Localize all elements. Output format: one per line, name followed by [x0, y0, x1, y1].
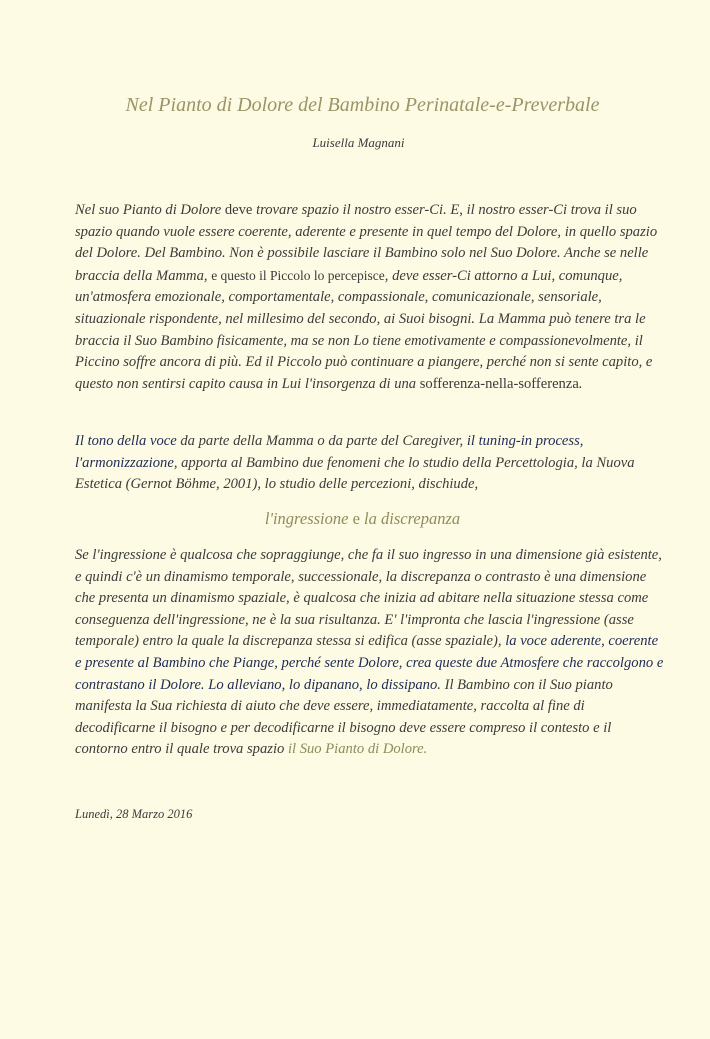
paragraph-3-text-d: il Suo Pianto di Dolore	[287, 741, 424, 758]
paragraph-2-text-a: Il tono della voce	[75, 433, 177, 449]
paragraph-1-text-a: Nel suo Pianto di Dolore	[75, 202, 225, 218]
subtitle-text-a: l'ingressione	[264, 509, 353, 528]
document-date: Lunedì, 28 Marzo 2016	[75, 807, 193, 821]
paragraph-1-text-d: e questo il Piccolo lo percepisce	[211, 267, 385, 283]
paragraph-1-text-f: sofferenza-nella-sofferenza	[419, 375, 579, 392]
paragraph-1-text-c: trovare spazio il nostro esser-Ci. E, il nostro esser-Ci trova il suo spazio quando vuole essere coerente, aderente e presente in quel tempo del Dolore, in quello spazio del Dolore. Del Bambino. Non è possibile lasciare il Bambino solo nel Suo Dolore. Anche se nelle braccia della Mamma,	[75, 202, 658, 284]
paragraph-1-text-e: , deve esser-Ci attorno a Lui, comunque, un'atmosfera emozionale, comportamentale, compassionale, comunicazionale, sensoriale, situazionale rispondente, nel millesimo del secondo, ai Suoi bisogni. La Mamma può tenere tra le braccia il Suo Bambino fisicamente, ma se non Lo tiene emotivamente e compassionevolmente, il Piccino soffre ancora di più. Ed il Piccolo può continuare a piangere, perché non si sente capito, e questo non sentirsi capito causa in Lui l'insorgenza di una	[75, 267, 653, 392]
subtitle-text-c: la discrepanza	[359, 509, 461, 528]
paragraph-2	[75, 431, 665, 496]
paragraph-3	[75, 545, 665, 761]
paragraph-3-text-e: .	[423, 741, 428, 758]
paragraph-1	[75, 200, 665, 395]
document-title: Nel Pianto di Dolore del Bambino Perinatale-e-Preverbale	[125, 94, 600, 116]
paragraph-1-text-b: deve	[224, 202, 253, 218]
author-name: Luisella Magnani	[312, 135, 405, 150]
paragraph-2-text-b: da parte della Mamma o da parte del Caregiver,	[176, 433, 467, 449]
paragraph-1-text-g: .	[578, 375, 583, 392]
subtitle-text-b: e	[352, 509, 360, 528]
paragraph-3-text-a: Se l'ingressione è qualcosa che sopraggiunge, che fa il suo ingresso in una dimensione già esistente, e quindi c'è un dinamismo temporale, successionale, la discrepanza o contrasto è una dimensione che presenta un dinamismo spaziale, è qualcosa che inizia ad abitare nella situazione stessa come conseguenza dell'ingressione, ne è la sua risultanza. E' l'impronta che lascia l'ingressione (asse temporale) entro la quale la discrepanza stessa si edifica (asse spaziale),	[75, 547, 662, 650]
paragraph-2-text-c: il tuning-in process, l'armonizzazione	[75, 433, 584, 471]
paragraph-3-text-b: la voce aderente, coerente e presente al Bambino che Piange, perché sente Dolore, crea queste due Atmosfere che raccolgono e contrastano il Dolore. Lo alleviano, lo dipanano, lo dissipano	[75, 633, 664, 693]
paragraph-3-text-c: . Il Bambino con il Suo pianto manifesta la Sua richiesta di aiuto che deve essere, immediatamente, raccolta al fine di decodificarne il bisogno e per decodificarne il bisogno deve essere compreso il contesto e il contorno entro il quale trova spazio	[75, 676, 613, 758]
section-subtitle	[0, 509, 710, 529]
paragraph-2-text-d: , apporta al Bambino due fenomeni che lo studio della Percettologia, la Nuova Estetica (Gernot Böhme, 2001), lo studio delle percezioni, dischiude,	[75, 454, 635, 493]
